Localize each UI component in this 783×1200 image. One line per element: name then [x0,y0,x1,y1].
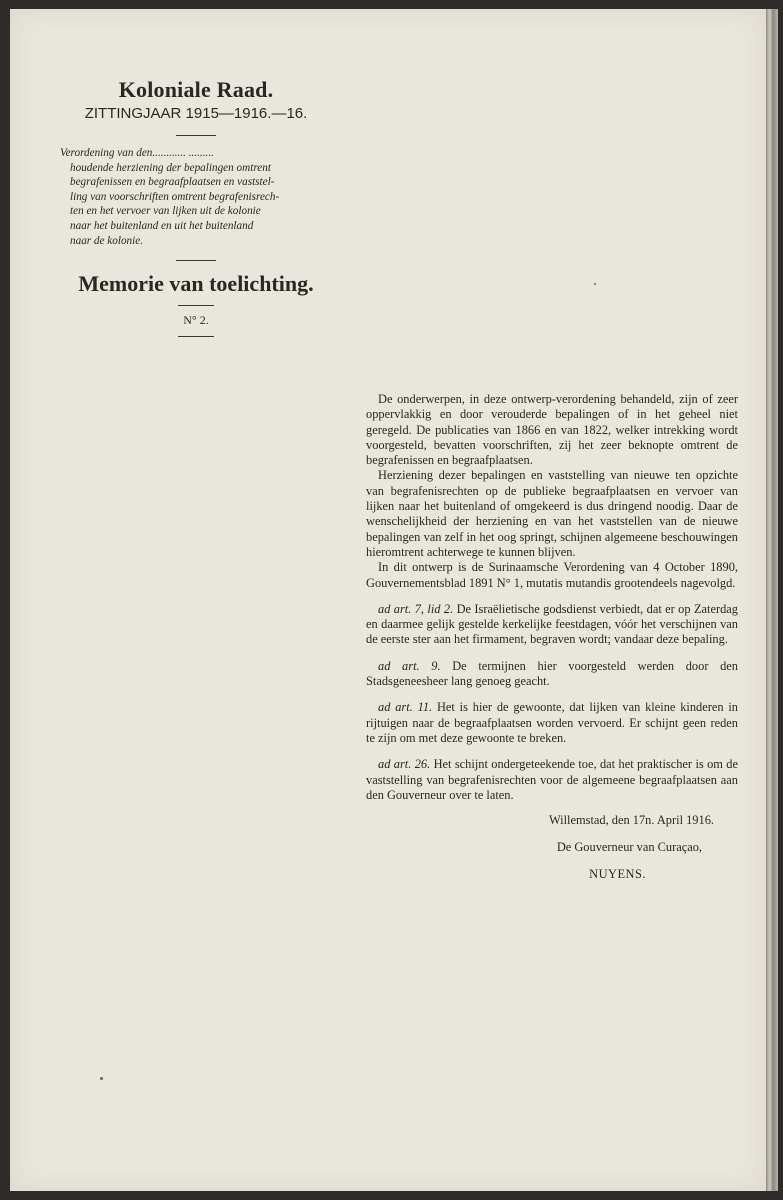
article-text: Het is hier de gewoonte, dat lijken van kleine kinderen in rijtuigen naar de begraafplaatsen worden vervoerd. Er schijnt geen reden te zijn om met deze gewoonte te breken. [366,700,739,745]
signoff [366,813,738,882]
document-page [10,9,766,1191]
article-text: De Israëlietische godsdienst verbiedt, dat er op Zaterdag en daarmee gelijk gestelde kerkelijke feestdagen, vóór het verschijnen van de eerste ster aan het firmament, begraven wordt; vandaar deze bepaling. [366,601,738,647]
session-year: ZITTINGJAAR 1915—1916.—16. [84,105,308,122]
ordinance-line: Verordening van den............ ......... [60,147,214,159]
article-note [366,700,738,746]
article-ref: ad art. 7, lid 2. [378,601,454,616]
ordinance-line: ten en het vervoer van lijken uit de kolonie [70,205,261,218]
article-text: De termijnen hier voorgesteld werden door den Stadsgeneesheer lang genoeg geacht. [366,658,738,689]
document-number: N° 2. [183,313,209,328]
divider [178,336,214,337]
header-column [60,77,332,343]
body-column [366,392,738,882]
article-note [366,602,738,648]
intro-paragraph: De onderwerpen, in deze ontwerp-verordening behandeld, zijn of zeer oppervlakkig en door verouderde bepalingen of in het geheel niet geregeld. De publicaties van 1866 en van 1822, welker intrekking wordt voorgesteld, bevatten voorschriften, zij het zeer beknopte omtrent de begrafenissen en begraafplaatsen. [366,392,738,468]
signatory-name: NUYENS. [589,866,646,881]
divider [176,135,216,136]
article-ref: ad art. 9. [378,658,441,673]
article-note [366,659,738,690]
article-note [366,757,738,803]
divider [178,305,214,306]
ordinance-line: begrafenissen en begraafplaatsen en vaststel- [70,176,275,189]
governor-office: De Gouverneur van Curaçao, [556,840,702,855]
memorie-title: Memorie van toelichting. [78,271,314,297]
ordinance-line: ling van voorschriften omtrent begrafenisrech- [70,190,280,203]
place-date: Willemstad, den 17n. April 1916. [548,813,714,828]
ordinance-line: houdende herziening der bepalingen omtrent [70,161,271,174]
intro-paragraph: Herziening dezer bepalingen en vaststelling van nieuwe ten opzichte van begrafenisrechten op de publieke begraafplaatsen en vervoer van lijken naar het buitenland of omgekeerd is dus dringend noodig. Daar de wenschelijkheid der herziening en van het vaststellen van de nieuwe bepalingen van zelf in het oog springt, schijnen algemeene beschouwingen hieromtrent achterwege te kunnen blijven. [366,468,738,559]
intro-paragraph: In dit ontwerp is de Surinaamsche Verordening van 4 October 1890, Gouvernementsblad 1891 N° 1, mutatis mutandis grootendeels nagevolgd. [366,560,738,590]
paper-speck [100,1077,103,1080]
article-ref: ad art. 11. [378,700,433,715]
document-title: Koloniale Raad. [118,77,274,102]
page-edge [766,9,778,1191]
ordinance-line: naar het buitenland en uit het buitenland [70,219,254,232]
ordinance-line: naar de kolonie. [70,234,144,247]
ordinance-description [60,146,332,248]
article-ref: ad art. 26. [378,757,431,772]
paper-speck [594,283,596,285]
divider [176,260,216,261]
article-text: Het schijnt ondergeteekende toe, dat het praktischer is om de vaststelling van begrafenisrechten voor de algemeene begraafplaatsen aan den Gouverneur over te laten. [366,757,738,802]
